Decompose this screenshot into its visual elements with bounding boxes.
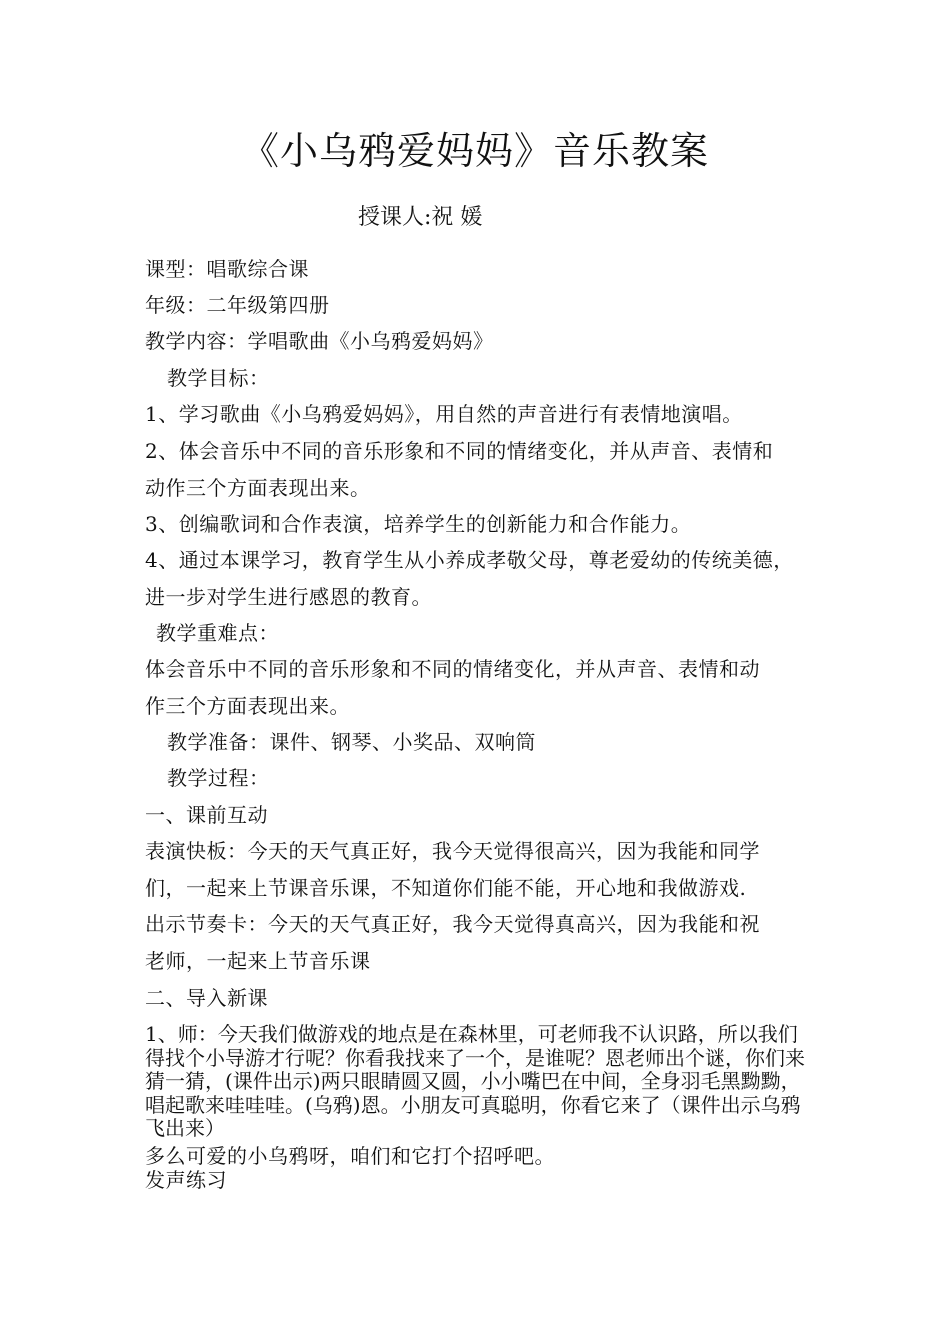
section-heading-goals: 教学目标： (167, 366, 270, 390)
step-2-heading: 二、导入新课 (145, 986, 268, 1010)
goal-2-line-1: 2、体会音乐中不同的音乐形象和不同的情绪变化，并从声音、表情和 (145, 439, 774, 463)
goal-1: 1、学习歌曲《小乌鸦爱妈妈》，用自然的声音进行有表情地演唱。 (145, 402, 743, 426)
lesson-type: 课型：唱歌综合课 (145, 257, 309, 281)
goal-2-line-2: 动作三个方面表现出来。 (145, 476, 371, 500)
tail-line-1: 多么可爱的小乌鸦呀，咱们和它打个招呼吧。 (145, 1144, 555, 1168)
author-line: 授课人:祝 媛 (358, 205, 483, 230)
step-1-line-1: 表演快板：今天的天气真正好，我今天觉得很高兴，因为我能和同学 (145, 839, 760, 863)
teaching-content: 教学内容：学唱歌曲《小乌鸦爱妈妈》 (145, 329, 494, 353)
step-1-heading: 一、课前互动 (145, 803, 268, 827)
goal-3: 3、创编歌词和合作表演，培养学生的创新能力和合作能力。 (145, 512, 692, 536)
section-heading-key-points: 教学重难点： (156, 621, 279, 645)
document-title: 《小乌鸦爱妈妈》音乐教案 (240, 129, 709, 173)
preparation: 教学准备：课件、钢琴、小奖品、双响筒 (167, 730, 536, 754)
tail-line-2: 发声练习 (145, 1168, 227, 1192)
goal-4-line-2: 进一步对学生进行感恩的教育。 (145, 585, 432, 609)
section-heading-process: 教学过程： (167, 766, 270, 790)
step-1-line-2: 们，一起来上节课音乐课，不知道你们能不能，开心地和我做游戏. (145, 876, 747, 900)
step-1-line-3: 出示节奏卡：今天的天气真正好，我今天觉得真高兴，因为我能和祝 (145, 912, 760, 936)
key-points-line-1: 体会音乐中不同的音乐形象和不同的情绪变化，并从声音、表情和动 (145, 657, 760, 681)
goal-4-line-1: 4、通过本课学习，教育学生从小养成孝敬父母，尊老爱幼的传统美德， (145, 548, 794, 572)
step-2-paragraph: 1、师：今天我们做游戏的地点是在森林里，可老师我不认识路，所以我们得找个小导游才行呢？你看我找来了一个，是谁呢？恩老师出个谜，你们来猜一猜，(课件出示)两只眼睛圆又圆，小小嘴巴在中间，全身羽毛黑黝黝，唱起歌来哇哇哇。(乌鸦)恩。小朋友可真聪明，你看它来了（课件出示乌鸦飞出来） (145, 1022, 805, 1140)
grade: 年级：二年级第四册 (145, 293, 330, 317)
key-points-line-2: 作三个方面表现出来。 (145, 694, 350, 718)
step-1-line-4: 老师，一起来上节音乐课 (145, 949, 371, 973)
